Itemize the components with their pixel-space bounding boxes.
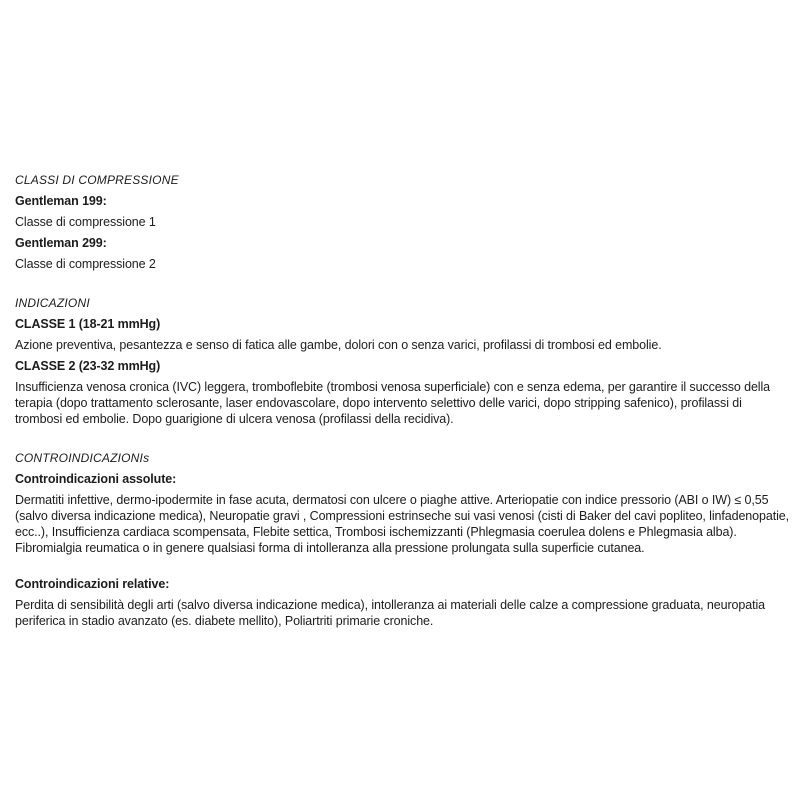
variant-label: Gentleman 199:	[15, 194, 107, 208]
section-compression-classes	[15, 172, 790, 272]
contraindications-heading: CONTROINDICAZIONIs	[15, 451, 150, 465]
indication-item-class-1	[15, 316, 790, 353]
indication-class-text: Azione preventiva, pesantezza e senso di fatica alle gambe, dolori con o senza varici, profilassi di trombosi ed embolie.	[15, 338, 662, 352]
contraindication-item-relative	[15, 576, 790, 629]
indication-item-class-2	[15, 358, 790, 427]
contraindication-label: Controindicazioni relative:	[15, 577, 170, 591]
contraindication-item-absolute	[15, 471, 790, 556]
contraindication-text: Perdita di sensibilità degli arti (salvo diversa indicazione medica), intolleranza ai materiali delle calze a compressione graduata, neuropatia periferica in stadio avanzato (es. diabete mellito), Poliartriti primarie croniche.	[15, 598, 765, 628]
section-indications	[15, 295, 790, 427]
variant-text: Classe di compressione 1	[15, 215, 156, 229]
variant-text: Classe di compressione 2	[15, 257, 156, 271]
section-contraindications	[15, 450, 790, 629]
indication-class-label: CLASSE 2 (23-32 mmHg)	[15, 359, 161, 373]
variant-label: Gentleman 299:	[15, 236, 107, 250]
variant-item-gentleman-299	[15, 235, 790, 272]
variant-item-gentleman-199	[15, 193, 790, 230]
contraindication-text: Dermatiti infettive, dermo-ipodermite in fase acuta, dermatosi con ulcere o piaghe attive. Arteriopatie con indice pressorio (ABI o IW) ≤ 0,55 (salvo diversa indicazione medica), Neuropatie gravi , Compressioni estrinseche sui vasi venosi (cisti di Baker del cavi popliteo, linfadenopatie, ecc..), Insufficienza cardiaca scompensata, Flebite settica, Trombosi ischemizzanti (Phlegmasia coerulea dolens e Phlegmasia alba). Fibromialgia reumatica o in genere qualsiasi forma di intolleranza alla pressione prolungata sulla superficie cutanea.	[15, 493, 789, 555]
indication-class-text: Insufficienza venosa cronica (IVC) leggera, tromboflebite (trombosi venosa superficiale) con e senza edema, per garantire il successo della terapia (dopo trattamento sclerosante, laser endovascolare, dopo intervento selettivo delle varici, dopo stripping safenico), profilassi di trombosi ed embolie. Dopo guarigione di ulcera venosa (profilassi della recidiva).	[15, 380, 771, 426]
contraindication-label: Controindicazioni assolute:	[15, 472, 177, 486]
indication-class-label: CLASSE 1 (18-21 mmHg)	[15, 317, 161, 331]
compression-classes-heading: CLASSI DI COMPRESSIONE	[15, 173, 179, 187]
indications-heading: INDICAZIONI	[15, 296, 90, 310]
